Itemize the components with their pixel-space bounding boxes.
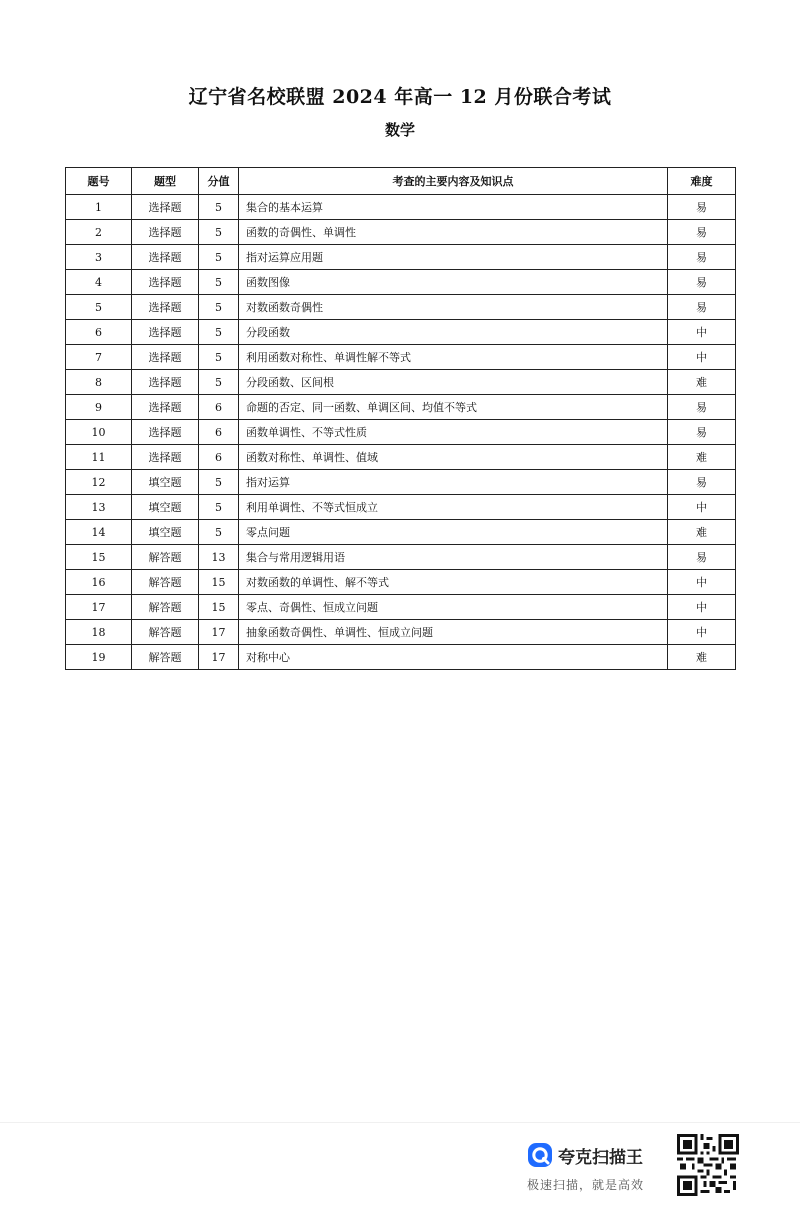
cell-content: 抽象函数奇偶性、单调性、恒成立问题 xyxy=(239,620,668,645)
cell-difficulty: 易 xyxy=(668,270,736,295)
cell-question-type: 选择题 xyxy=(132,445,199,470)
cell-question-type: 选择题 xyxy=(132,270,199,295)
header-content: 考查的主要内容及知识点 xyxy=(239,168,668,195)
header-question-type: 题型 xyxy=(132,168,199,195)
header-score: 分值 xyxy=(199,168,239,195)
cell-question-number: 3 xyxy=(66,245,132,270)
cell-question-type: 解答题 xyxy=(132,545,199,570)
table-header-row xyxy=(66,168,736,195)
cell-score: 6 xyxy=(199,420,239,445)
cell-score: 5 xyxy=(199,220,239,245)
cell-score: 5 xyxy=(199,245,239,270)
header-question-number: 题号 xyxy=(66,168,132,195)
cell-difficulty: 中 xyxy=(668,495,736,520)
cell-question-type: 选择题 xyxy=(132,370,199,395)
table-row xyxy=(66,345,736,370)
cell-question-number: 9 xyxy=(66,395,132,420)
scanner-brand xyxy=(527,1140,672,1200)
cell-content: 对数函数奇偶性 xyxy=(239,295,668,320)
cell-score: 5 xyxy=(199,520,239,545)
table-row xyxy=(66,395,736,420)
cell-content: 函数单调性、不等式性质 xyxy=(239,420,668,445)
cell-question-number: 7 xyxy=(66,345,132,370)
cell-question-number: 11 xyxy=(66,445,132,470)
table-row xyxy=(66,420,736,445)
cell-content: 利用单调性、不等式恒成立 xyxy=(239,495,668,520)
table-row xyxy=(66,545,736,570)
qr-code-icon xyxy=(677,1134,739,1196)
cell-difficulty: 中 xyxy=(668,345,736,370)
cell-content: 集合与常用逻辑用语 xyxy=(239,545,668,570)
cell-score: 15 xyxy=(199,570,239,595)
cell-score: 5 xyxy=(199,470,239,495)
cell-content: 函数的奇偶性、单调性 xyxy=(239,220,668,245)
cell-difficulty: 难 xyxy=(668,520,736,545)
cell-question-type: 解答题 xyxy=(132,645,199,670)
cell-score: 5 xyxy=(199,295,239,320)
cell-difficulty: 易 xyxy=(668,545,736,570)
cell-difficulty: 难 xyxy=(668,445,736,470)
cell-question-type: 填空题 xyxy=(132,470,199,495)
cell-difficulty: 难 xyxy=(668,645,736,670)
cell-question-type: 填空题 xyxy=(132,495,199,520)
cell-score: 13 xyxy=(199,545,239,570)
cell-question-type: 解答题 xyxy=(132,595,199,620)
brand-slogan: 极速扫描，就是高效 xyxy=(527,1178,645,1192)
cell-difficulty: 易 xyxy=(668,470,736,495)
table-row xyxy=(66,295,736,320)
cell-question-type: 填空题 xyxy=(132,520,199,545)
cell-difficulty: 易 xyxy=(668,395,736,420)
cell-content: 分段函数、区间根 xyxy=(239,370,668,395)
cell-content: 零点问题 xyxy=(239,520,668,545)
cell-content: 对数函数的单调性、解不等式 xyxy=(239,570,668,595)
cell-question-number: 17 xyxy=(66,595,132,620)
cell-score: 5 xyxy=(199,195,239,220)
cell-content: 命题的否定、同一函数、单调区间、均值不等式 xyxy=(239,395,668,420)
cell-question-number: 16 xyxy=(66,570,132,595)
cell-difficulty: 中 xyxy=(668,595,736,620)
cell-content: 函数对称性、单调性、值域 xyxy=(239,445,668,470)
cell-difficulty: 中 xyxy=(668,570,736,595)
table-body xyxy=(66,195,736,670)
cell-score: 5 xyxy=(199,270,239,295)
table-row xyxy=(66,595,736,620)
cell-content: 对称中心 xyxy=(239,645,668,670)
cell-score: 6 xyxy=(199,445,239,470)
cell-question-type: 选择题 xyxy=(132,345,199,370)
exam-content-table xyxy=(65,167,736,670)
cell-question-type: 选择题 xyxy=(132,245,199,270)
cell-score: 5 xyxy=(199,320,239,345)
cell-question-type: 选择题 xyxy=(132,220,199,245)
cell-question-type: 选择题 xyxy=(132,320,199,345)
table-row xyxy=(66,245,736,270)
cell-question-type: 解答题 xyxy=(132,570,199,595)
cell-question-type: 选择题 xyxy=(132,420,199,445)
cell-difficulty: 易 xyxy=(668,220,736,245)
cell-difficulty: 易 xyxy=(668,245,736,270)
cell-question-number: 19 xyxy=(66,645,132,670)
cell-question-number: 13 xyxy=(66,495,132,520)
cell-content: 零点、奇偶性、恒成立问题 xyxy=(239,595,668,620)
table-row xyxy=(66,320,736,345)
table-row xyxy=(66,570,736,595)
cell-content: 集合的基本运算 xyxy=(239,195,668,220)
cell-question-type: 选择题 xyxy=(132,395,199,420)
cell-content: 指对运算应用题 xyxy=(239,245,668,270)
cell-score: 17 xyxy=(199,645,239,670)
cell-score: 5 xyxy=(199,495,239,520)
cell-question-number: 12 xyxy=(66,470,132,495)
cell-question-number: 4 xyxy=(66,270,132,295)
table-row xyxy=(66,620,736,645)
cell-question-number: 6 xyxy=(66,320,132,345)
cell-question-number: 8 xyxy=(66,370,132,395)
cell-question-number: 5 xyxy=(66,295,132,320)
quark-logo-icon xyxy=(527,1142,553,1168)
brand-name: 夸克扫描王 xyxy=(558,1147,643,1168)
cell-content: 利用函数对称性、单调性解不等式 xyxy=(239,345,668,370)
cell-score: 5 xyxy=(199,345,239,370)
cell-question-number: 15 xyxy=(66,545,132,570)
cell-question-type: 选择题 xyxy=(132,295,199,320)
table-row xyxy=(66,270,736,295)
table-row xyxy=(66,220,736,245)
cell-difficulty: 中 xyxy=(668,320,736,345)
cell-score: 6 xyxy=(199,395,239,420)
table-row xyxy=(66,645,736,670)
header-difficulty: 难度 xyxy=(668,168,736,195)
cell-content: 分段函数 xyxy=(239,320,668,345)
table-row xyxy=(66,370,736,395)
cell-question-number: 10 xyxy=(66,420,132,445)
cell-difficulty: 中 xyxy=(668,620,736,645)
cell-question-type: 解答题 xyxy=(132,620,199,645)
cell-difficulty: 易 xyxy=(668,195,736,220)
table-row xyxy=(66,495,736,520)
table-row xyxy=(66,470,736,495)
cell-content: 指对运算 xyxy=(239,470,668,495)
cell-question-type: 选择题 xyxy=(132,195,199,220)
cell-question-number: 2 xyxy=(66,220,132,245)
cell-score: 17 xyxy=(199,620,239,645)
table-row xyxy=(66,195,736,220)
cell-difficulty: 难 xyxy=(668,370,736,395)
cell-question-number: 1 xyxy=(66,195,132,220)
table-row xyxy=(66,520,736,545)
cell-score: 5 xyxy=(199,370,239,395)
cell-difficulty: 易 xyxy=(668,420,736,445)
cell-difficulty: 易 xyxy=(668,295,736,320)
cell-content: 函数图像 xyxy=(239,270,668,295)
cell-question-number: 18 xyxy=(66,620,132,645)
page-title: 辽宁省名校联盟 2024 年高一 12 月份联合考试 xyxy=(188,86,612,108)
table-row xyxy=(66,445,736,470)
cell-question-number: 14 xyxy=(66,520,132,545)
footer-divider xyxy=(0,1122,800,1123)
page-subtitle: 数学 xyxy=(384,121,415,139)
cell-score: 15 xyxy=(199,595,239,620)
